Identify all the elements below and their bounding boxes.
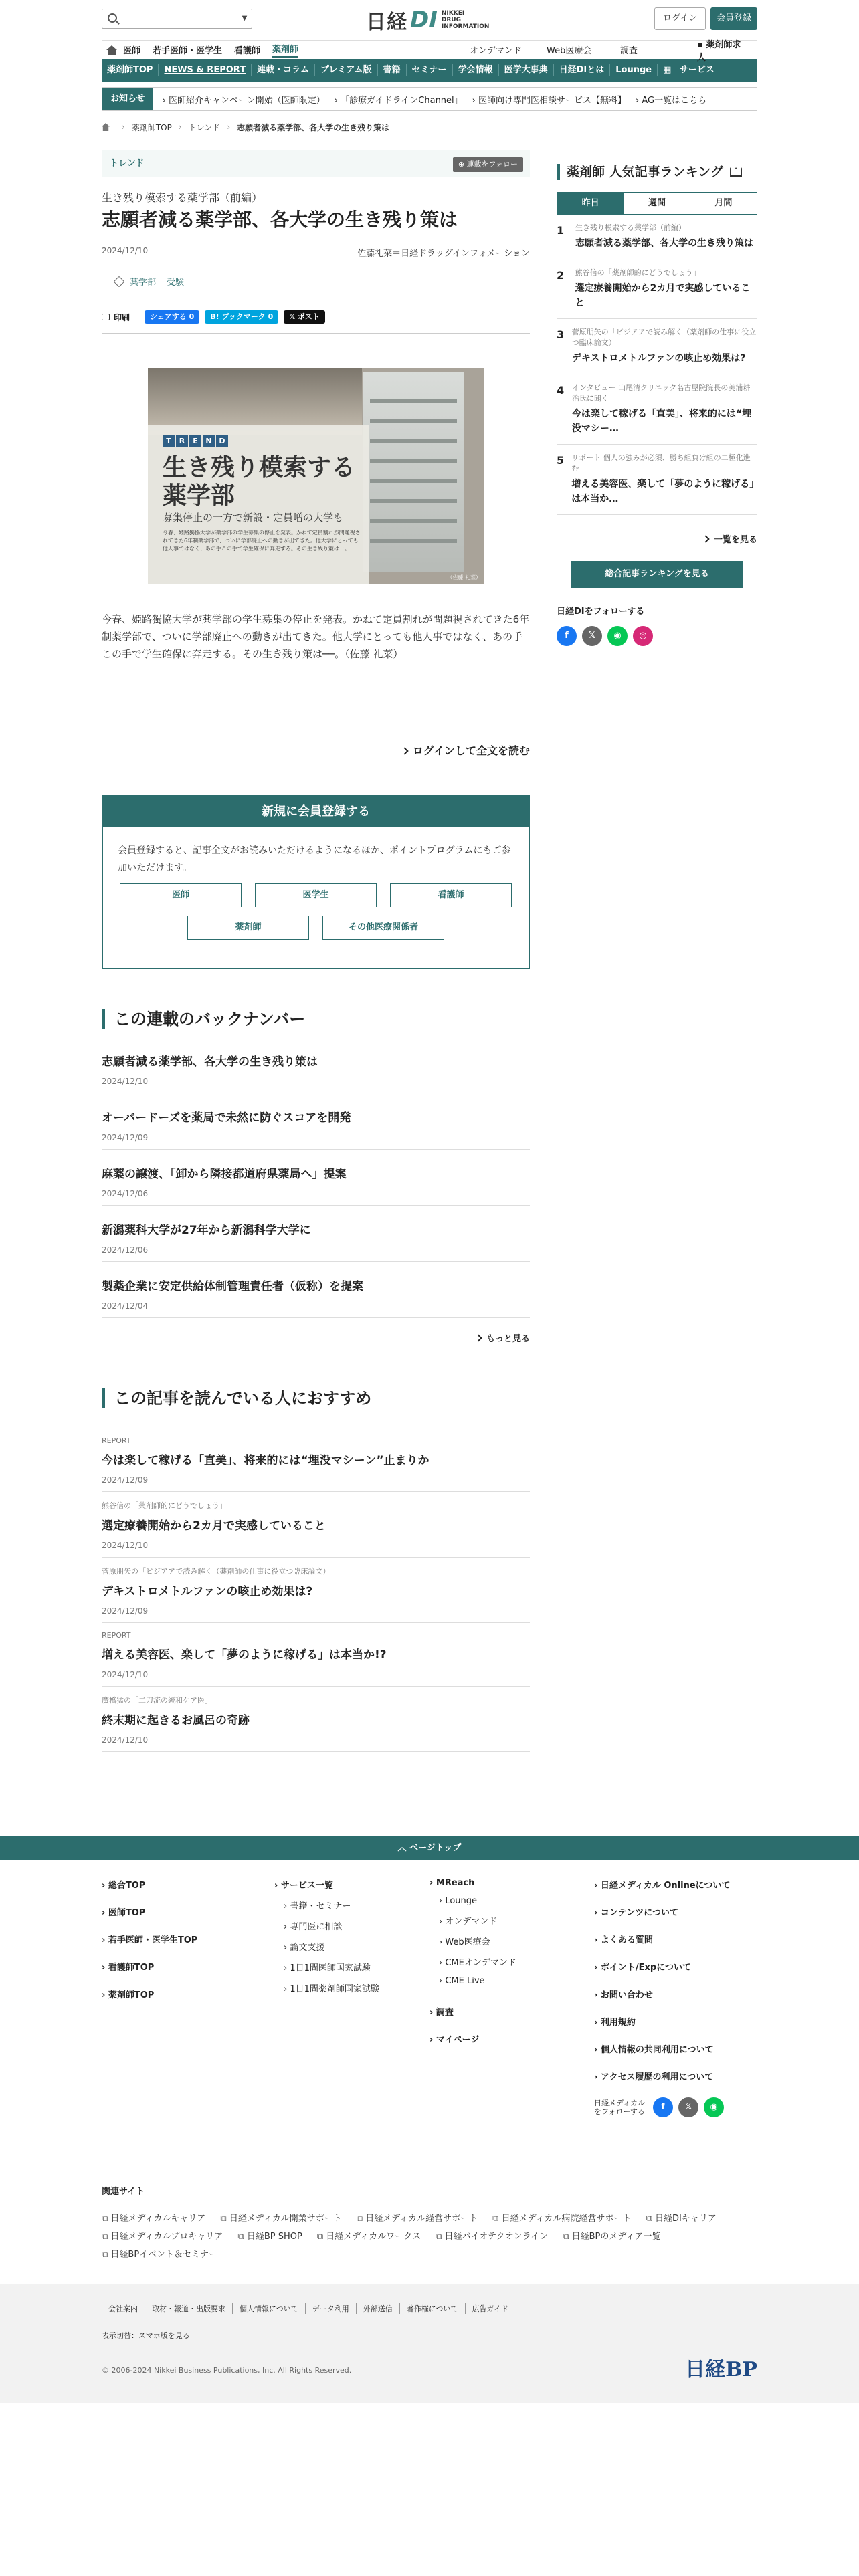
nav2-books[interactable]: 書籍 [378,64,407,76]
register-nurse-button[interactable]: 看護師 [390,883,512,907]
list-item[interactable]: 志願者減る薬学部、各大学の生き残り策は 2024/12/10 [102,1043,530,1093]
related-link[interactable]: ⧉ 日経BP SHOP [237,2229,302,2242]
follow-label: 日経DIをフォローする [557,607,645,617]
article-date: 2024/12/10 [102,246,149,255]
related-heading: 関連サイト [102,2184,757,2204]
footer-link[interactable]: › 論文支援 [284,1943,325,1953]
facebook-icon[interactable]: f [653,2097,673,2117]
crown-icon [730,167,742,177]
header [102,0,757,40]
nav-item-young[interactable]: 若手医師・医学生 [153,46,223,56]
footer-link[interactable]: › よくある質問 [594,1935,653,1945]
ranking-more-link[interactable]: 一覧を見る [557,532,757,545]
display-switch-link[interactable]: 表示切替：スマホ版を見る [102,2331,190,2340]
footer-bottom [0,2284,859,2403]
logo[interactable] [366,7,489,33]
notice-item[interactable]: › 医師向け専門医相談サービス【無料】 [472,95,627,106]
register-pharmacist-button[interactable]: 薬剤師 [187,916,309,940]
article-lead: 今春、姫路獨協大学が薬学部の学生募集の停止を発表。かねて定員割れが問題視されてきた6年制薬学部で、ついに学部廃止への動きが出てきた。他大学にとっても他人事ではなく、あの手この手で学生確保に奔走する。その生き残り策は──。（佐藤 礼菜） [102,613,530,660]
footer-link[interactable]: 外部送信 [357,2303,400,2314]
x-icon[interactable]: 𝕏 [582,626,602,646]
x-post-button[interactable]: 𝕏 ポスト [284,310,325,324]
footer-link[interactable]: › 1日1問医師国家試験 [284,1963,371,1973]
related-link[interactable]: ⧉ 日経バイオテクオンライン [436,2229,548,2242]
footer-link[interactable]: 取材・報道・出版要求 [145,2303,233,2314]
print-icon [102,314,110,320]
sidebar [557,150,757,646]
logo-sub: NIKKEI DRUG INFORMATION [441,10,490,30]
login-button[interactable]: ログイン [654,7,706,30]
copyright: © 2006-2024 Nikkei Business Publications, Inc. All Rights Reserved. [102,2366,352,2375]
register-other-button[interactable]: その他医療関係者 [322,916,444,940]
register-box-text: 会員登録すると、記事全文がお読みいただけるようになるほか、ポイントプログラムにもご参加いただけます。 [118,845,511,873]
register-box-title: 新規に会員登録する [103,796,529,827]
footer-link[interactable]: › サービス一覧 [274,1881,333,1891]
notice-bar [102,87,757,111]
login-readmore-link[interactable]: ログインして全文を読む [102,742,530,758]
footer-link[interactable]: › ポイント/Expについて [594,1963,691,1973]
breadcrumb: › 薬剤師TOP › トレンド › 志願者減る薬学部、各大学の生き残り策は [102,120,757,134]
footer-link[interactable]: 個人情報について [233,2303,306,2314]
related-link[interactable]: ⧉ 日経メディカル開業サポート [220,2211,341,2224]
logo-nikkei: 日経 [366,11,407,34]
hero-subtitle: 募集停止の一方で新設・定員増の大学も [163,512,344,524]
related-link[interactable]: ⧉ 日経BPイベント＆セミナー [102,2247,217,2260]
footer-link[interactable]: › 看護師TOP [102,1963,155,1973]
nav-item-pharmacist[interactable]: 薬剤師 [272,42,298,58]
nav-primary [102,39,757,63]
footer-links [102,2303,515,2314]
footer-link[interactable]: › CME Live [439,1976,485,1986]
footer-link[interactable]: › コンテンツについて [594,1908,678,1918]
list-item[interactable]: REPORT 今は楽して稼げる「直美」、将来的には“埋没マシーン”止まりか 2024/12/09 [102,1428,530,1492]
tag-list [102,275,530,288]
nav2-lounge[interactable]: Lounge [610,64,658,76]
follow-series-button[interactable]: ⊕ 連載をフォロー [453,157,523,172]
footer-link[interactable]: › 若手医師・医学生TOP [102,1935,198,1945]
footer-link[interactable]: › Web医療会 [439,1937,490,1947]
related-link[interactable]: ⧉ 日経DIキャリア [646,2211,717,2224]
ranking-item[interactable]: 1 生き残り模索する薬学部（前編） 志願者減る薬学部、各大学の生き残り策は [557,215,757,259]
footer-link[interactable]: › お問い合わせ [594,1990,653,2000]
tag-icon [114,276,125,287]
list-item[interactable]: 新潟薬科大学が27年から新潟科学大学に 2024/12/06 [102,1206,530,1262]
nav-secondary [102,59,757,82]
facebook-share-button[interactable]: シェアする 0 [145,310,199,324]
tab-weekly[interactable]: 週間 [648,198,666,208]
article-author: 佐藤礼菜＝日経ドラッグインフォメーション [357,249,530,259]
logo-di: DI [410,7,438,33]
list-item[interactable]: 菅原朋矢の「ピジアアで読み解く（薬剤師の仕事に役立つ臨床論文） デキストロメトルファンの咳止め効果は? 2024/12/09 [102,1558,530,1623]
footer-follow: 日経メディカル をフォローする f 𝕏 ◉ [594,2097,730,2117]
footer-link[interactable]: › 総合TOP [102,1881,146,1891]
ranking-item[interactable]: 3 菅原朋矢の「ピジアアで読み解く（薬剤師の仕事に役立つ臨床論文） デキストロメトルファンの咳止め効果は? [557,319,757,374]
tab-yesterday[interactable]: 昨日 [557,193,624,214]
footer-link[interactable]: › MReach [430,1878,475,1888]
footer-link[interactable]: › 日経メディカル Onlineについて [594,1881,731,1891]
search-icon [108,13,117,23]
article-meta [102,246,530,259]
divider [102,333,530,334]
related-link[interactable]: ⧉ 日経メディカル経営サポート [357,2211,478,2224]
hero-caption: （佐藤 礼菜） [447,574,481,580]
nav2-seminar[interactable]: セミナー [407,64,453,76]
nav2-column[interactable]: 連載・コラム [252,64,315,76]
related-link[interactable]: ⧉ 日経メディカルプロキャリア [102,2229,223,2242]
list-item[interactable]: 麻薬の譲渡、「卸から隣接都道府県薬局へ」提案 2024/12/06 [102,1150,530,1206]
ranking-tabs [557,192,757,215]
footer-link[interactable]: › 薬剤師TOP [102,1990,155,2000]
hero-text: 今春、姫路獨協大学が薬学部の学生募集の停止を発表。かねて定員割れが問題視されてきた6年制薬学部で、ついに学部廃止への動きが出てきた。他大学にとっても他人事ではなく、あの手この手で学生確保に奔走する。その生き残り策は一。 [163,530,361,552]
nav-web-iryokai[interactable]: Web医療会 [547,46,592,56]
register-buttons [103,877,529,940]
register-box [102,795,530,969]
line-icon[interactable]: ◉ [704,2097,724,2117]
ranking-item[interactable]: 5 リポート 個人の強みが必須、勝ち組負け組の二極化進む 増える美容医、楽して「夢のように稼げる」は本当か… [557,445,757,515]
footer-link[interactable]: › 書籍・セミナー [284,1901,351,1911]
footer-link[interactable]: › 個人情報の共同利用について [594,2045,714,2055]
nav-survey[interactable]: 調査 [620,46,638,56]
footer-col-3 [430,1878,516,2060]
page [102,0,757,1745]
chevron-down-icon[interactable]: ▼ [237,9,252,28]
footer-col-4 [594,1878,730,2132]
recommend-list [102,1428,530,1752]
print-button[interactable]: 印刷 [102,312,130,323]
footer-col-2 [274,1878,379,2002]
breadcrumb-item[interactable]: トレンド [188,122,221,132]
nav2-top[interactable]: 薬剤師TOP [102,64,159,76]
nav-ondemand[interactable]: オンデマンド [470,46,522,56]
main-column [102,150,530,1752]
breadcrumb-current: 志願者減る薬学部、各大学の生き残り策は [237,122,390,132]
nav2-about[interactable]: 日経DIとは [554,64,611,76]
social-icons [557,626,757,646]
nav2-conference[interactable]: 学会情報 [453,64,499,76]
nav2-service[interactable]: ▦ サービス [663,65,714,75]
article-kicker: 生き残り模索する薬学部（前編） [102,191,263,204]
line-icon[interactable]: ◉ [607,626,628,646]
pagetop-button[interactable]: ︿ ページトップ [0,1836,859,1860]
backnumber-list [102,1043,530,1318]
hatena-bookmark-button[interactable]: B! ブックマーク 0 [205,310,278,324]
chevron-right-icon [702,535,709,542]
recommend-heading: この記事を読んでいる人におすすめ [102,1388,530,1408]
register-doctor-button[interactable]: 医師 [120,883,242,907]
related-link[interactable]: ⧉ 日経BPのメディア一覧 [563,2229,660,2242]
nav-item-nurse[interactable]: 看護師 [234,46,261,56]
footer-col-1 [102,1878,197,2015]
footer-link[interactable]: › 調査 [430,2008,454,2018]
nav2-dictionary[interactable]: 医学大事典 [499,64,554,76]
nav2-premium[interactable]: プレミアム版 [315,64,378,76]
register-button[interactable]: 会員登録 [710,7,757,30]
list-item[interactable]: 熊谷信の「薬剤師的にどうでしょう」 選定療養開始から2カ月で実感していること 2024/12/10 [102,1492,530,1558]
tag-item[interactable]: 受験 [167,278,185,288]
notice-item[interactable]: › AG一覧はこちら [636,95,707,106]
chevron-right-icon [401,747,408,754]
footer-link[interactable]: データ利用 [306,2303,357,2314]
footer-link[interactable]: › 1日1問薬剤師国家試験 [284,1984,379,1994]
tab-monthly[interactable]: 月間 [714,198,733,208]
nav-item-doctor[interactable]: 医師 [123,46,141,56]
nav2-news[interactable]: NEWS & REPORT [159,64,252,76]
facebook-icon[interactable]: f [557,626,577,646]
footer-link[interactable]: › 医師TOP [102,1908,146,1918]
ranking-item[interactable]: 2 熊谷信の「薬剤師的にどうでしょう」 選定療養開始から2カ月で実感していること [557,259,757,319]
related-sites [102,2184,757,2260]
footer-link[interactable]: 著作権について [400,2303,466,2314]
related-link[interactable]: ⧉ 日経メディカルワークス [317,2229,421,2242]
nav-job[interactable]: ▪ 薬剤師求人 [697,39,741,63]
footer-link[interactable]: › オンデマンド [439,1917,498,1927]
footer-link[interactable]: › 利用規約 [594,2018,636,2028]
footer-link[interactable]: 会社案内 [102,2303,145,2314]
related-link[interactable]: ⧉ 日経メディカル病院経営サポート [492,2211,631,2224]
backnumber-more-link[interactable]: もっと見る [102,1331,530,1344]
all-ranking-button[interactable]: 総合記事ランキングを見る [571,561,743,588]
footer-link[interactable]: › 専門医に相談 [284,1922,343,1932]
hero-trend-badge: T R E N D [163,435,229,447]
notice-item[interactable]: › 「診療ガイドラインChannel」 [334,95,463,106]
category-bar [102,150,530,177]
footer-link[interactable]: › アクセス履歴の利用について [594,2072,714,2082]
related-list [102,2211,757,2260]
ranking-item[interactable]: 4 インタビュー 山尾清クリニック名古屋院院長の美浦耕治氏に聞く 今は楽して稼げる「直美」、将来的には“埋没マシー… [557,374,757,445]
footer-link[interactable]: › マイページ [430,2035,480,2045]
list-item[interactable]: 廣橋猛の「二刀流の緩和ケア医」 終末期に起きるお風呂の奇跡 2024/12/10 [102,1687,530,1752]
category-label[interactable]: トレンド [110,158,145,169]
breadcrumb-item[interactable]: 薬剤師TOP [131,122,172,132]
home-icon[interactable] [106,45,118,55]
footer-link[interactable]: 広告ガイド [472,2304,509,2313]
share-bar [102,310,530,324]
tag-item[interactable]: 薬学部 [130,278,157,288]
register-student-button[interactable]: 医学生 [255,883,377,907]
related-link[interactable]: ⧉ 日経メディカルキャリア [102,2211,205,2224]
instagram-icon[interactable]: ◎ [633,626,653,646]
article-title: 志願者減る薬学部、各大学の生き残り策は [102,209,458,231]
home-icon[interactable] [102,123,110,131]
list-item[interactable]: REPORT 増える美容医、楽して「夢のように稼げる」は本当か!? 2024/12/10 [102,1623,530,1687]
notice-item[interactable]: › 医師紹介キャンペーン開始（医師限定） [162,95,325,106]
hero-title: 生き残り模索する 薬学部 [163,454,356,510]
nikkei-bp-logo[interactable]: 日経BP [685,2358,757,2381]
hero-image [148,368,484,584]
hero-photo-building [363,372,464,572]
footer-link[interactable]: › CMEオンデマンド [439,1958,516,1968]
chevron-right-icon [474,1334,482,1341]
backnumber-heading: この連載のバックナンバー [102,1009,530,1029]
list-item[interactable]: 製薬企業に安定供給体制管理責任者（仮称）を提案 2024/12/04 [102,1262,530,1318]
notice-label: お知らせ [102,88,153,110]
search-input[interactable] [102,9,252,29]
footer-nav [102,1878,757,2159]
ranking-heading: 薬剤師 人気記事ランキング [557,164,757,180]
x-icon[interactable]: 𝕏 [678,2097,698,2117]
footer-link[interactable]: › Lounge [439,1896,478,1906]
list-item[interactable]: オーバードーズを薬局で未然に防ぐスコアを開発 2024/12/09 [102,1093,530,1150]
